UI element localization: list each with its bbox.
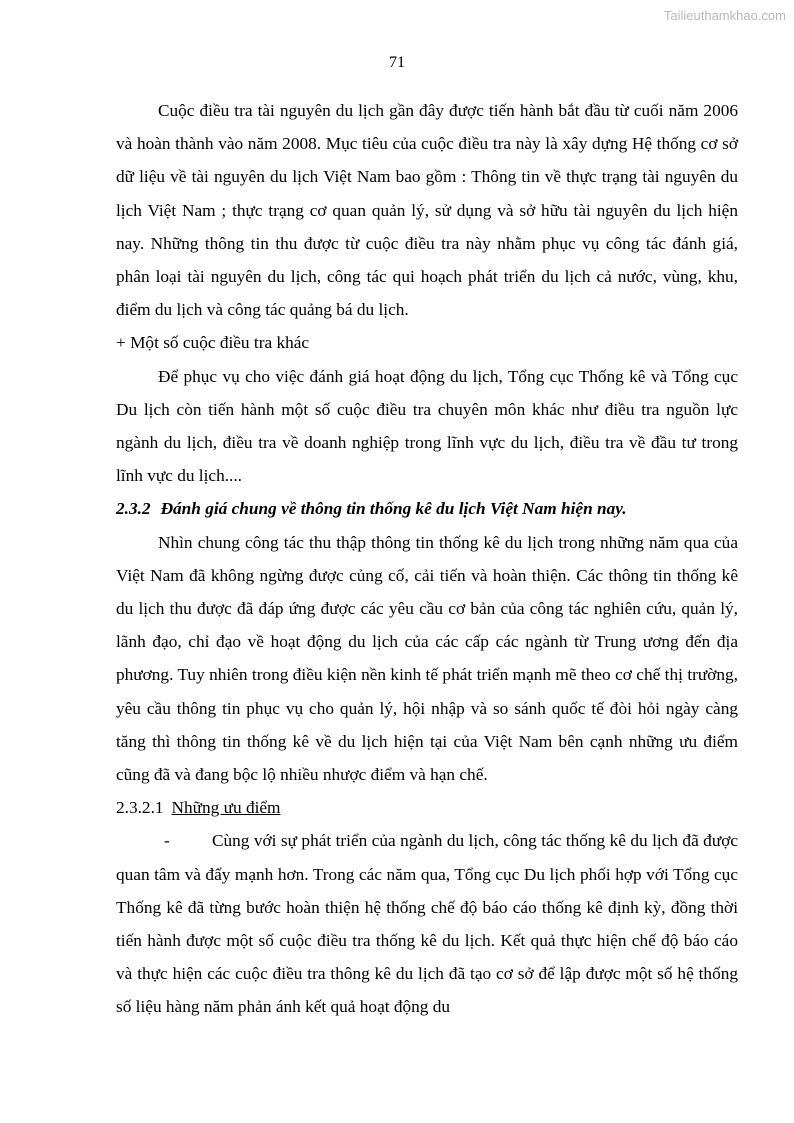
bullet-text: Cùng với sự phát triển của ngành du lịch, công tác thống kê du lịch đã được quan tâm và đẩy mạnh hơn. Trong các năm qua, Tổng cục Du lịch phối hợp với Tổng cục Thống kê đã từng bước hoàn thiện hệ thống chế độ báo cáo thống kê định kỳ, đồng thời tiến hành được một số cuộc điều tra thống kê du lịch. Kết quả thực hiện chế độ báo cáo và thực hiện các cuộc điều tra thông kê du lịch đã tạo cơ sở để lập được một số hệ thống số liệu hàng năm phản ánh kết quả hoạt động du	[116, 831, 738, 1017]
section-number: 2.3.2	[116, 499, 151, 519]
subsection-number: 2.3.2.1	[116, 798, 164, 818]
bullet-paragraph-advantages	[116, 824, 738, 1023]
watermark: Tailieuthamkhao.com	[663, 8, 786, 23]
paragraph-tourism-resource-survey: Cuộc điều tra tài nguyên du lịch gần đây được tiến hành bắt đầu từ cuối năm 2006 và hoàn thành vào năm 2008. Mục tiêu của cuộc điều tra này là xây dựng Hệ thống cơ sở dữ liệu về tài nguyên du lịch Việt Nam bao gồm : Thông tin về thực trạng tài nguyên du lịch Việt Nam ; thực trạng cơ quan quản lý, sử dụng và sở hữu tài nguyên du lịch hiện nay. Những thông tin thu được từ cuộc điều tra này nhằm phục vụ công tác đánh giá, phân loại tài nguyên du lịch, công tác qui hoạch phát triển du lịch cả nước, vùng, khu, điểm du lịch và công tác quảng bá du lịch.	[116, 101, 738, 320]
paragraph-specialized-surveys: Để phục vụ cho việc đánh giá hoạt động du lịch, Tổng cục Thống kê và Tổng cục Du lịch còn tiến hành một số cuộc điều tra chuyên môn khác như điều tra nguồn lực ngành du lịch, điều tra về doanh nghiệp trong lĩnh vực du lịch, điều tra về đầu tư trong lĩnh vực du lịch....	[116, 366, 738, 486]
document-body	[116, 94, 738, 1024]
page-number: 71	[389, 54, 405, 71]
bullet-dash: -	[164, 831, 170, 851]
subsection-heading-2-3-2-1	[116, 791, 738, 824]
section-heading-2-3-2	[116, 492, 738, 525]
section-title: Đánh giá chung về thông tin thống kê du lịch Việt Nam hiện nay.	[160, 499, 627, 519]
paragraph-other-surveys: + Một số cuộc điều tra khác	[116, 333, 310, 353]
paragraph-general-assessment: Nhìn chung công tác thu thập thông tin thống kê du lịch trong những năm qua của Việt Nam đã không ngừng được củng cố, cải tiến và hoàn thiện. Các thông tin thống kê du lịch thu được đã đáp ứng được các yêu cầu cơ bản của công tác nghiên cứu, quản lý, lãnh đạo, chỉ đạo về hoạt động du lịch của các cấp các ngành từ Trung ương đến địa phương. Tuy nhiên trong điều kiện nền kinh tế phát triển mạnh mẽ theo cơ chế thị trường, yêu cầu thông tin phục vụ cho quản lý, hội nhập và so sánh quốc tế đòi hỏi ngày càng tăng thì thông tin thống kê về du lịch hiện tại của Việt Nam bên cạnh những ưu điểm cũng đã và đang bộc lộ nhiều nhược điểm và hạn chế.	[116, 532, 738, 785]
subsection-title: Những ưu điểm	[171, 798, 281, 818]
